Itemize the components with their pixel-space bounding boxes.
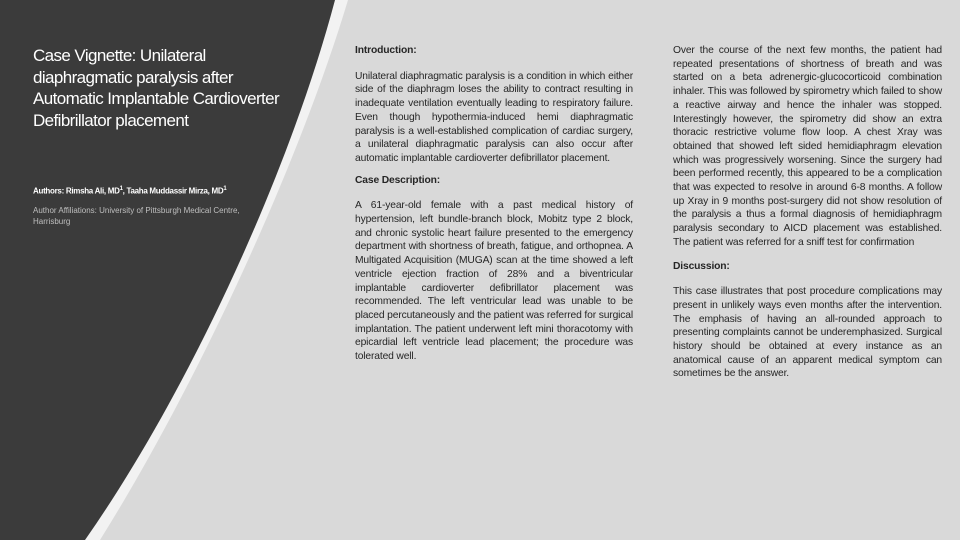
authors: Authors: Rimsha Ali, $MD^1$, Taaha Muddassir Mirza, $MD^1$ — [33, 186, 227, 196]
column-middle — [355, 44, 633, 364]
discussion-heading: Discussion: — [673, 260, 730, 272]
column-right — [673, 44, 942, 381]
affiliations: Author Affiliations: University of Pittsburgh Medical Centre, Harrisburg — [33, 206, 240, 226]
case-description-body: A 61-year-old female with a past medical history of hypertension, left bundle-branch block, Mobitz type 2 block, and chronic systolic heart failure presented to the emergency department with shortness of breath, fatigue, and orthopnea. A Multigated Acquisition (MUGA) scan at the time showed a left ventricle ejection fraction of 28% and a biventricular implantable cardioverter defibrillator placement was recommended. The left ventricular lead was unable to be placed percutaneously and the patient was referred for surgical implantation. The patient underwent left mini thoracotomy with epicardial left ventricle lead placement; the procedure was tolerated well. — [355, 200, 633, 363]
introduction-heading: Introduction: — [355, 45, 417, 56]
case-description-heading: Case Description: — [355, 174, 440, 186]
case-continuation-body: Over the course of the next few months, the patient had repeated presentations of shortness of breath and was started on a beta adrenergic-glucocorticoid combination inhaler. This was followed by spirometry which failed to show a reactive airway and hence the inhaler was stopped. Interestingly however, the spirometry did show an extra thoracic restrictive volume flow loop. A chest Xray was obtained that showed left sided hemidiaphragm elevation which was progressively worsening. Since the surgery had been performed recently, this appeared to be a complication that was expected to resolve in around 6-8 months. A follow up Xray in 9 months post-surgery did not show resolution of the paralysis a thus a formal diagnosis of hemidiaphragm paralysis secondary to AICD placement was established. The patient was referred for a sniff test for confirmation — [673, 45, 942, 248]
introduction-body: Unilateral diaphragmatic paralysis is a condition in which either side of the diaphragm loses the ability to contract resulting in inadequate ventilation eventually leading to respiratory failure. Even though hypothermia-induced hemi diaphragmatic paralysis is a well-established complication of cardiac surgery, a unilateral diaphragmatic paralysis can also occur after automatic implantable cardioverter defibrillator placement. — [355, 70, 633, 164]
discussion-body: This case illustrates that post procedure complications may present in unlikely ways even months after the intervention. The emphasis of having an all-rounded approach to presenting complaints cannot be underemphasized. Surgical history should be obtained at every instance as an anatomical cause of an apparent medical symptom can sometimes be the answer. — [673, 286, 942, 380]
slide-title: Case Vignette: Unilateral diaphragmatic paralysis after Automatic Implantable Cardioverter Defibrillator placement — [33, 46, 280, 130]
